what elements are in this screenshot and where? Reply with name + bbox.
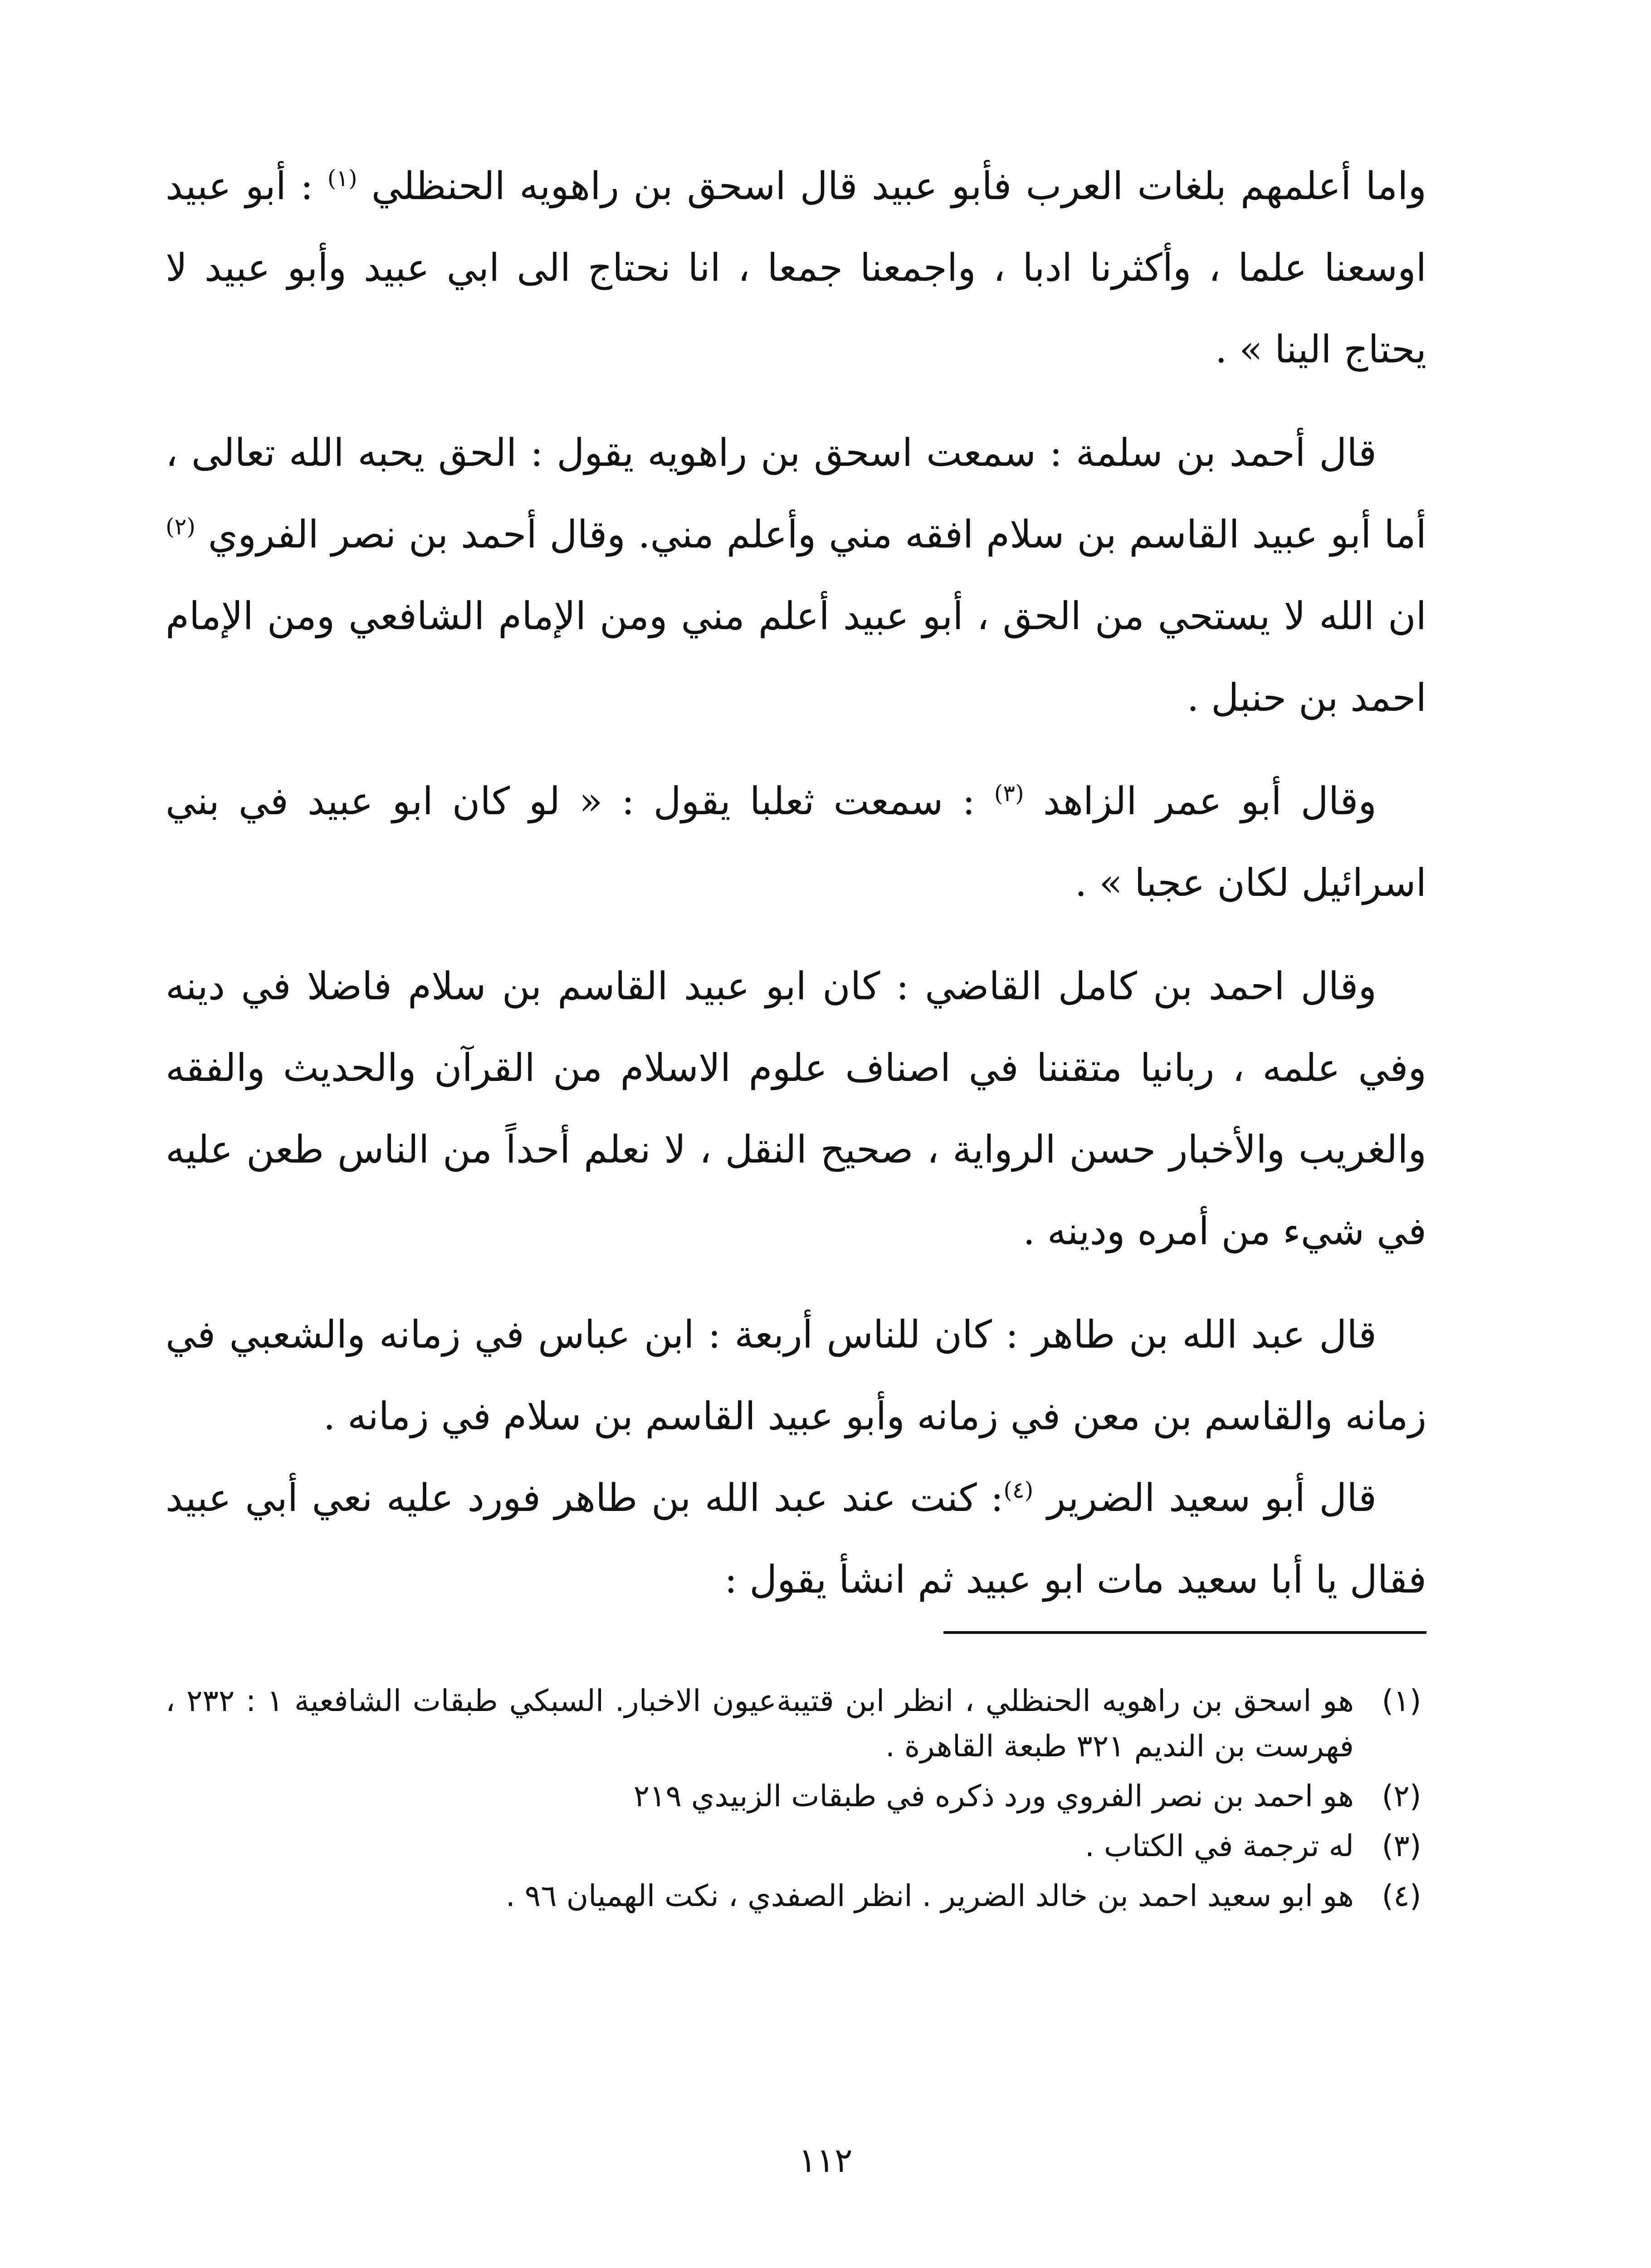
footnote-4 <box>166 1873 1426 1919</box>
paragraph-4: وقال احمد بن كامل القاضي : كان ابو عبيد القاسم بن سلام فاضلا في دينه وفي علمه ، ربانيا متقننا في اصناف علوم الاسلام من القرآن والحديث والفقه والغريب والأخبار حسن الرواية ، صحيح النقل ، لا نعلم أحداً من الناس طعن عليه في شيء من أمره ودينه . <box>166 964 1426 1253</box>
page-number: ١١٢ <box>798 2141 853 2180</box>
main-text <box>166 145 1426 1642</box>
footnotes <box>166 1678 1426 1923</box>
footnote-marker-2: (٢) <box>166 513 195 540</box>
paragraph-3-text: وقال أبو عمر الزاهد <box>1024 779 1377 823</box>
footnote-marker-4: (٤) <box>1003 1477 1034 1503</box>
footnote-separator <box>943 1631 1426 1634</box>
paragraph-1 <box>166 145 1426 390</box>
footnote-1 <box>166 1678 1426 1769</box>
paragraph-6-text: قال أبو سعيد الضرير <box>1033 1476 1377 1520</box>
paragraph-2-text: قال أحمد بن سلمة : سمعت اسحق بن راهويه يقول : الحق يحبه الله تعالى ، أما أبو عبيد القاسم بن سلام افقه مني وأعلم مني. وقال أحمد بن نصر الفروي <box>166 430 1426 557</box>
footnote-marker-3: (٣) <box>994 780 1024 807</box>
paragraph-5: قال عبد الله بن طاهر : كان للناس أربعة : ابن عباس في زمانه والشعبي في زمانه والقاسم بن معن في زمانه وأبو عبيد القاسم بن سلام في زمانه . <box>166 1312 1426 1438</box>
paragraph-6-tail: : كنت عند عبد الله بن طاهر فورد عليه نعي أبي عبيد فقال يا أبا سعيد مات ابو عبيد ثم انشأ يقول : <box>166 1476 1426 1602</box>
footnote-text: هو ابو سعيد احمد بن خالد الضرير . انظر الصفدي ، نكت الهميان ٩٦ . <box>505 1878 1354 1913</box>
footnote-text: هو احمد بن نصر الفروي ورد ذكره في طبقات الزبيدي ٢١٩ <box>633 1779 1354 1813</box>
footnote-3 <box>166 1823 1426 1869</box>
footnote-number: (٣) <box>1382 1828 1421 1863</box>
footnote-marker-1: (١) <box>327 165 357 191</box>
footnote-2 <box>166 1774 1426 1819</box>
footnote-number: (١) <box>1382 1683 1421 1718</box>
footnote-number: (٢) <box>1382 1779 1421 1813</box>
paragraph-2 <box>166 412 1426 738</box>
paragraph-6 <box>166 1457 1426 1620</box>
footnote-text: له ترجمة في الكتاب . <box>1084 1828 1354 1863</box>
footnote-text: هو اسحق بن راهويه الحنظلي ، انظر ابن قتيبةعيون الاخبار. السبكي طبقات الشافعية ١ : ٢٣٢ ، فهرست بن النديم ٣٢١ طبعة القاهرة . <box>166 1683 1354 1764</box>
paragraph-3-tail: : سمعت ثعلبا يقول : « لو كان ابو عبيد في بني اسرائيل لكان عجبا » . <box>166 779 1426 905</box>
paragraph-1-tail: : أبو عبيد اوسعنا علما ، وأكثرنا ادبا ، واجمعنا جمعا ، انا نحتاج الى ابي عبيد وأبو عبيد لا يحتاج الينا » . <box>166 164 1426 371</box>
footnote-number: (٤) <box>1382 1878 1421 1913</box>
paragraph-1-text: واما أعلمهم بلغات العرب فأبو عبيد قال اسحق بن راهويه الحنظلي <box>357 164 1426 208</box>
paragraph-2-tail: ان الله لا يستحي من الحق ، أبو عبيد أعلم مني ومن الإمام الشافعي ومن الإمام احمد بن حنبل . <box>166 594 1426 720</box>
paragraph-3 <box>166 760 1426 924</box>
